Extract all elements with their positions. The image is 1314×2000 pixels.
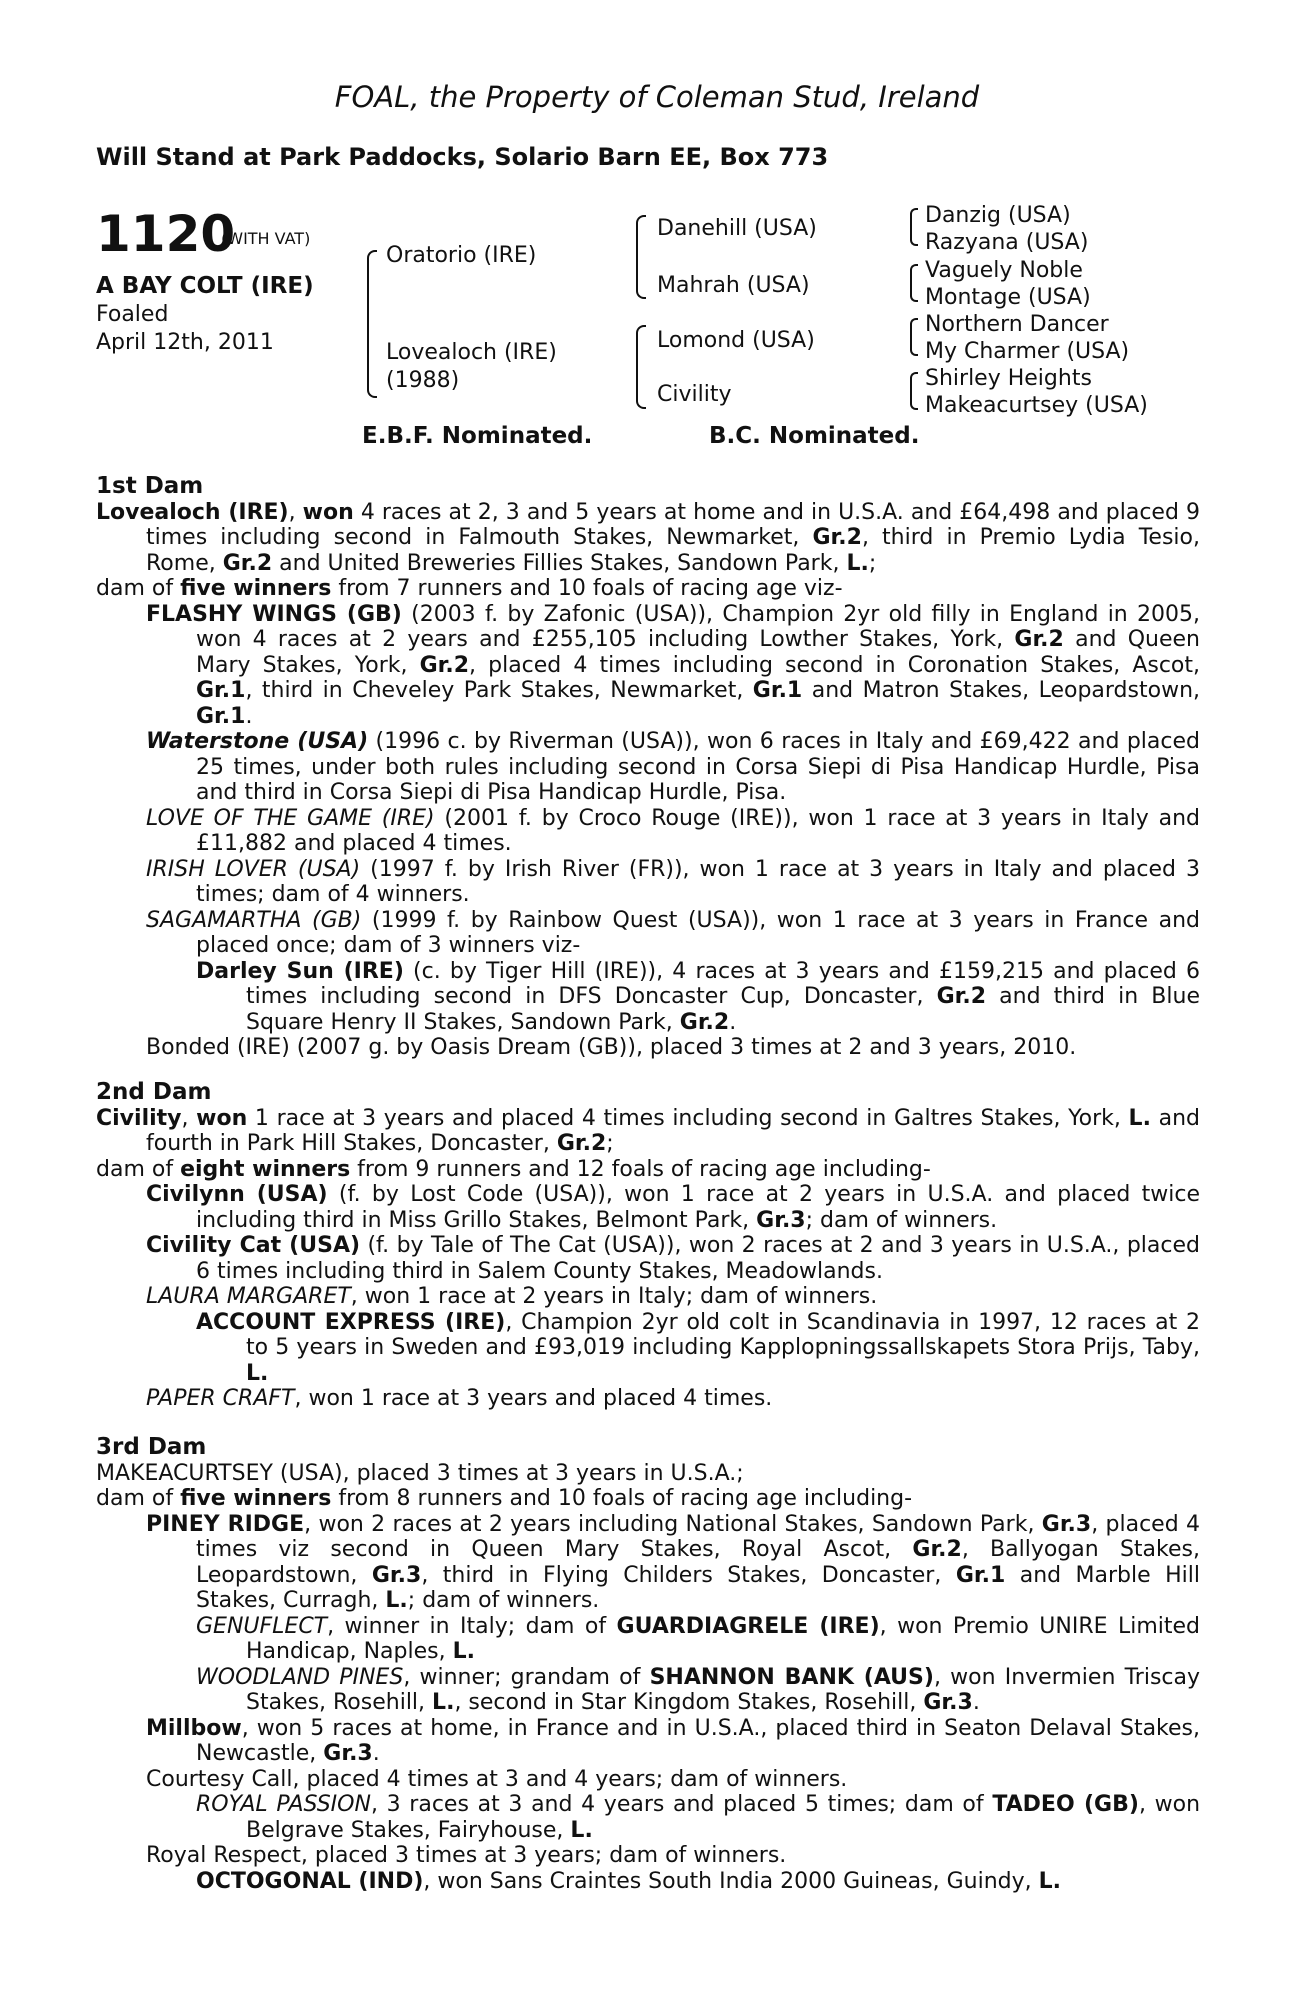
pedigree-bracket	[910, 318, 918, 356]
progeny-entry: PAPER CRAFT, won 1 race at 3 years and placed 4 times.	[146, 1386, 773, 1411]
pedigree-bracket	[910, 208, 918, 246]
second-dam-section	[96, 1080, 1200, 1412]
progeny-entry: Civility Cat (USA) (f. by Tale of The Cat (USA)), won 2 races at 2 and 3 years in U.S.A., placed 6 times including third in Salem County Stakes, Meadowlands.	[146, 1233, 1200, 1284]
dam-of-line: dam of five winners from 7 runners and 10 foals of racing age viz-	[96, 576, 843, 601]
pedigree-g4: Montage (USA)	[925, 285, 1091, 310]
progeny-entry: SAGAMARTHA (GB) (1999 f. by Rainbow Quest (USA)), won 1 race at 3 years in France and placed once; dam of 3 winners viz-	[146, 907, 1201, 958]
pedigree-g5: Northern Dancer	[925, 312, 1109, 337]
first-dam-section	[96, 474, 1200, 1061]
progeny-entry: GENUFLECT, winner in Italy; dam of GUARDIAGRELE (IRE), won Premio UNIRE Limited Handicap, Naples, L.	[196, 1613, 1200, 1664]
page-title: FOAL, the Property of Coleman Stud, Ireland	[334, 80, 980, 114]
vat-note: (WITH VAT)	[221, 229, 311, 248]
dam-entry: Civility, won 1 race at 3 years and placed 4 times including second in Galtres Stakes, York, L. and fourth in Park Hill Stakes, Doncaster, Gr.2;	[96, 1105, 1200, 1156]
progeny-entry: ACCOUNT EXPRESS (IRE), Champion 2yr old colt in Scandinavia in 1997, 12 races at 2 to 5 years in Sweden and £93,019 including Kapplopningssallskapets Stora Prijs, Taby, L.	[196, 1309, 1201, 1386]
pedigree-bracket	[910, 264, 918, 302]
dam-of-line: dam of five winners from 8 runners and 10 foals of racing age including-	[96, 1486, 913, 1511]
pedigree-sire-sire: Danehill (USA)	[657, 216, 817, 241]
pedigree-sire: Oratorio (IRE)	[386, 243, 537, 268]
progeny-entry: FLASHY WINGS (GB) (2003 f. by Zafonic (USA)), Champion 2yr old filly in England in 2005, won 4 races at 2 years and £255,105 including Lowther Stakes, York, Gr.2 and Queen Mary Stakes, York, Gr.2, placed 4 times including second in Coronation Stakes, Ascot, Gr.1, third in Cheveley Park Stakes, Newmarket, Gr.1 and Matron Stakes, Leopardstown, Gr.1.	[146, 601, 1201, 729]
pedigree-g8: Makeacurtsey (USA)	[925, 393, 1148, 418]
pedigree-bracket	[910, 372, 918, 410]
pedigree-g1: Danzig (USA)	[925, 203, 1071, 228]
foaled-date: April 12th, 2011	[96, 330, 274, 355]
pedigree-bracket	[367, 250, 377, 398]
progeny-entry: Bonded (IRE) (2007 g. by Oasis Dream (GB)), placed 3 times at 2 and 3 years, 2010.	[146, 1035, 1077, 1060]
progeny-entry: IRISH LOVER (USA) (1997 f. by Irish River (FR)), won 1 race at 3 years in Italy and placed 3 times; dam of 4 winners.	[146, 856, 1200, 907]
section-heading: 2nd Dam	[96, 1079, 212, 1105]
ebf-nominated: E.B.F. Nominated.	[362, 423, 593, 449]
progeny-entry: Millbow, won 5 races at home, in France and in U.S.A., placed third in Seaton Delaval Stakes, Newcastle, Gr.3.	[146, 1715, 1200, 1766]
foaled-label: Foaled	[96, 302, 169, 327]
progeny-entry: OCTOGONAL (IND), won Sans Craintes South India 2000 Guineas, Guindy, L.	[196, 1868, 1062, 1894]
bc-nominated: B.C. Nominated.	[709, 423, 920, 449]
progeny-entry: Courtesy Call, placed 4 times at 3 and 4 years; dam of winners.	[146, 1766, 848, 1792]
lot-name: A BAY COLT (IRE)	[96, 273, 314, 299]
section-heading: 1st Dam	[96, 473, 204, 499]
section-heading: 3rd Dam	[96, 1434, 207, 1460]
pedigree-dam: Lovealoch (IRE)	[386, 340, 557, 365]
lot-number: 1120	[96, 205, 236, 263]
progeny-entry: PINEY RIDGE, won 2 races at 2 years including National Stakes, Sandown Park, Gr.3, placed 4 times viz second in Queen Mary Stakes, Royal Ascot, Gr.2, Ballyogan Stakes, Leopardstown, Gr.3, third in Flying Childers Stakes, Doncaster, Gr.1 and Marble Hill Stakes, Curragh, L.; dam of winners.	[146, 1511, 1201, 1613]
pedigree-g3: Vaguely Noble	[925, 258, 1083, 283]
pedigree-dam-dam: Civility	[657, 382, 732, 407]
foaled-info	[96, 301, 274, 357]
progeny-entry: Waterstone (USA) (1996 c. by Riverman (USA)), won 6 races in Italy and £69,422 and placed 25 times, under both rules including second in Corsa Siepi di Pisa Handicap Hurdle, Pisa and third in Corsa Siepi di Pisa Handicap Hurdle, Pisa.	[146, 729, 1200, 805]
pedigree-g2: Razyana (USA)	[925, 230, 1089, 255]
pedigree-bracket	[636, 215, 646, 299]
pedigree-g7: Shirley Heights	[925, 366, 1092, 391]
dam-of-line: dam of eight winners from 9 runners and 12 foals of racing age including-	[96, 1156, 931, 1182]
stand-location: Will Stand at Park Paddocks, Solario Barn EE, Box 773	[96, 143, 829, 171]
progeny-entry: LOVE OF THE GAME (IRE) (2001 f. by Croco Rouge (IRE)), won 1 race at 3 years in Italy and £11,882 and placed 4 times.	[146, 805, 1200, 856]
progeny-entry: LAURA MARGARET, won 1 race at 2 years in Italy; dam of winners.	[146, 1284, 878, 1309]
progeny-entry: Civilynn (USA) (f. by Lost Code (USA)), won 1 race at 2 years in U.S.A. and placed twice including third in Miss Grillo Stakes, Belmont Park, Gr.3; dam of winners.	[146, 1182, 1200, 1233]
dam-entry: MAKEACURTSEY (USA), placed 3 times at 3 years in U.S.A.;	[96, 1460, 744, 1486]
dam-entry: Lovealoch (IRE), won 4 races at 2, 3 and 5 years at home and in U.S.A. and £64,498 and placed 9 times including second in Falmouth Stakes, Newmarket, Gr.2, third in Premio Lydia Tesio, Rome, Gr.2 and United Breweries Fillies Stakes, Sandown Park, L.;	[96, 499, 1200, 576]
progeny-entry: WOODLAND PINES, winner; grandam of SHANNON BANK (AUS), won Invermien Triscay Stakes, Rosehill, L., second in Star Kingdom Stakes, Rosehill, Gr.3.	[196, 1664, 1201, 1715]
pedigree-dam-year: (1988)	[386, 368, 460, 393]
pedigree-bracket	[636, 325, 646, 409]
pedigree-dam-sire: Lomond (USA)	[657, 328, 815, 353]
pedigree-sire-dam: Mahrah (USA)	[657, 273, 810, 298]
pedigree-g6: My Charmer (USA)	[925, 339, 1130, 364]
third-dam-section	[96, 1435, 1200, 1894]
progeny-entry: Darley Sun (IRE) (c. by Tiger Hill (IRE)), 4 races at 3 years and £159,215 and placed 6 times including second in DFS Doncaster Cup, Doncaster, Gr.2 and third in Blue Square Henry II Stakes, Sandown Park, Gr.2.	[196, 958, 1200, 1035]
progeny-entry: Royal Respect, placed 3 times at 3 years; dam of winners.	[146, 1843, 787, 1868]
progeny-entry: ROYAL PASSION, 3 races at 3 and 4 years and placed 5 times; dam of TADEO (GB), won Belgrave Stakes, Fairyhouse, L.	[196, 1792, 1201, 1843]
